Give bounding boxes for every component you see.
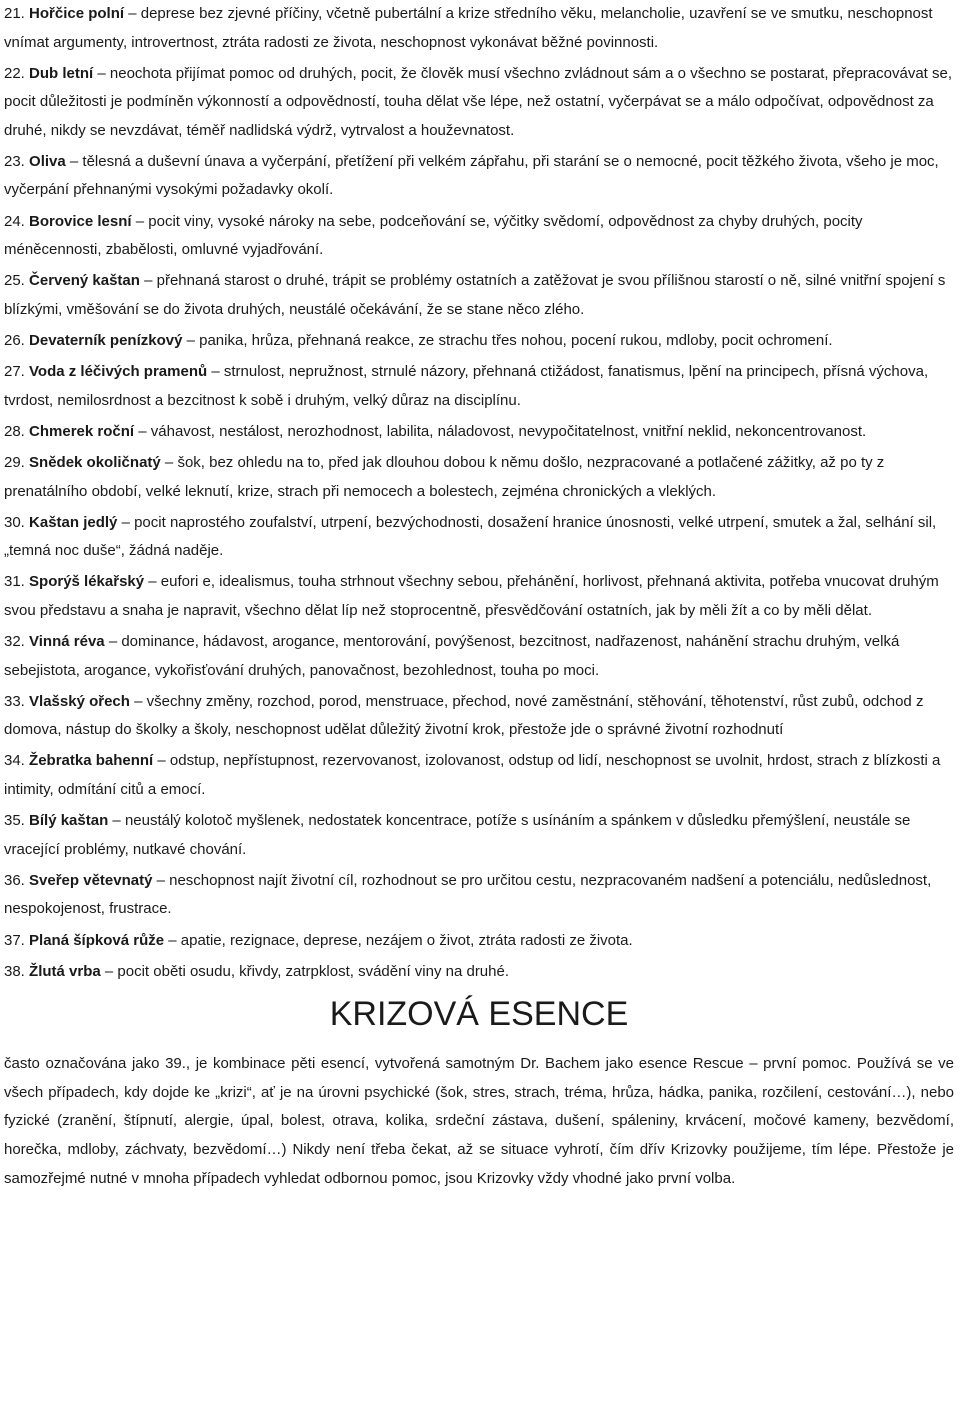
remedy-description: pocit naprostého zoufalství, utrpení, bezvýchodnosti, dosažení hranice únosnosti, velké utrpení, smutek a žal, selhání sil, „temná noc duše“, žádná naděje. — [4, 513, 937, 560]
remedy-number: 36. — [4, 871, 25, 889]
section-title: KRIZOVÁ ESENCE — [329, 995, 629, 1034]
remedy-number: 31. — [4, 573, 25, 591]
remedy-description: šok, bez ohledu na to, před jak dlouhou dobou k němu došlo, nezpracované a potlačené zážitky, až po ty z prenatálního období, velké leknutí, krize, strach při nemocech a bolestech, zejména chronických a vleklých. — [4, 454, 885, 500]
remedy-entry — [4, 418, 954, 447]
remedy-number: 38. — [4, 962, 25, 980]
remedy-name: Hořčice polní — [29, 5, 125, 22]
remedy-number: 29. — [4, 454, 25, 471]
remedy-number: 23. — [4, 152, 25, 170]
remedy-description: dominance, hádavost, arogance, mentorování, povýšenost, bezcitnost, nadřazenost, nahánění strachu druhým, velká sebejistota, arogance, vykořisťování druhých, panovačnost, bezohlednost, touha po moci. — [4, 633, 900, 679]
remedy-separator: – — [168, 931, 177, 949]
remedy-entry — [4, 688, 954, 745]
remedy-entry — [4, 628, 954, 685]
remedy-separator: – — [104, 962, 114, 980]
remedy-name: Snědek okoličnatý — [29, 454, 161, 471]
remedy-number: 37. — [4, 931, 25, 949]
remedy-description: neochota přijímat pomoc od druhých, pocit, že člověk musí všechno zvládnout sám a o všechno se postarat, přepracovávat se, pocit důležitosti je podmíněn výkonností a odpovědností, touha dělat vše lépe, než ostatní, vyčerpávat se a málo odpočívat, odpovědnost za druhé, nikdy se nevzdávat, téměř nadlidská výdrž, vytrvalost a houževnatost. — [4, 64, 952, 139]
remedy-description: eufori e, idealismus, touha strhnout všechny sebou, přehánění, horlivost, přehnaná aktivita, potřeba vnucovat druhým svou představu a snaha je napravit, všechno dělat líp než stoprocentně, přesvědčování ostatních, jak by měli žít a co by měli dělat. — [4, 573, 939, 619]
remedy-name: Dub letní — [29, 64, 94, 82]
remedy-entry — [4, 958, 954, 987]
remedy-name: Sporýš lékařský — [29, 573, 145, 591]
remedy-number: 30. — [4, 513, 25, 531]
remedy-separator: – — [128, 5, 137, 22]
remedy-name: Vinná réva — [29, 633, 105, 651]
remedy-name: Voda z léčivých pramenů — [29, 363, 208, 381]
remedy-list — [4, 0, 954, 986]
remedy-separator: – — [156, 871, 165, 889]
remedy-entry — [4, 0, 954, 57]
remedy-description: přehnaná starost o druhé, trápit se problémy ostatních a zatěžovat je svou přílišnou starostí o ně, silné vnitřní spojení s blízkými, vměšování se do života druhých, neustálé očekávání, že se stane něco zlého. — [4, 272, 946, 318]
remedy-description: váhavost, nestálost, nerozhodnost, labilita, náladovost, nevypočitatelnost, vnitřní neklid, nekoncentrovanost. — [150, 422, 867, 440]
remedy-number: 27. — [4, 363, 25, 381]
remedy-separator: – — [112, 812, 121, 830]
remedy-entry — [4, 568, 954, 625]
remedy-description: tělesná a duševní únava a vyčerpání, přetížení při velkém zápřahu, při starání se o nemocné, pocit těžkého života, všeho je moc, vyčerpání přehnanými vysokými požadavky okolí. — [4, 152, 939, 199]
remedy-separator: – — [148, 573, 157, 591]
remedy-name: Borovice lesní — [29, 212, 132, 230]
remedy-number: 28. — [4, 422, 25, 440]
remedy-entry — [4, 327, 954, 356]
remedy-entry — [4, 358, 954, 415]
remedy-description: deprese bez zjevné příčiny, včetně pubertální a krize středního věku, melancholie, uzavření se ve smutku, neschopnost vnímat argumenty, introvertnost, ztráta radosti ze života, neschopnost vykonávat běžné povinnosti. — [4, 5, 933, 51]
remedy-entry — [4, 60, 954, 146]
remedy-separator: – — [108, 633, 118, 651]
remedy-entry — [4, 148, 954, 205]
remedy-description: pocit oběti osudu, křivdy, zatrpklost, svádění viny na druhé. — [117, 962, 510, 980]
remedy-description: neschopnost najít životní cíl, rozhodnout se pro určitou cestu, nezpracovaném nadšení a potenciálu, nedůslednost, nespokojenost, frustrace. — [4, 871, 932, 918]
remedy-name: Planá šípková růže — [29, 931, 165, 949]
remedy-entry — [4, 449, 954, 506]
remedy-name: Žlutá vrba — [29, 962, 101, 980]
remedy-number: 33. — [4, 692, 25, 710]
remedy-entry — [4, 509, 954, 566]
remedy-entry — [4, 267, 954, 324]
remedy-description: pocit viny, vysoké nároky na sebe, podceňování se, výčitky svědomí, odpovědnost za chyby druhých, pocity méněcennosti, zbabělosti, omluvné vyjadřování. — [4, 212, 863, 259]
remedy-separator: – — [135, 212, 145, 230]
remedy-separator: – — [211, 363, 220, 381]
remedy-name: Žebratka bahenní — [29, 752, 154, 770]
remedy-name: Oliva — [29, 152, 66, 170]
remedy-description: všechny změny, rozchod, porod, menstruace, přechod, nové zaměstnání, stěhování, těhotenství, růst zubů, odchod z domova, nástup do školky a školy, neschopnost udělat důležitý životní krok, přestože jde o správné životní rozhodnutí — [4, 692, 924, 739]
remedy-separator: – — [186, 331, 195, 349]
remedy-separator: – — [121, 513, 130, 531]
remedy-separator: – — [164, 454, 174, 471]
remedy-separator: – — [144, 272, 153, 290]
remedy-number: 26. — [4, 331, 25, 349]
section-body: často označována jako 39., je kombinace pěti esencí, vytvořená samotným Dr. Bachem jako esence Rescue – první pomoc. Používá se ve všech případech, kdy dojde ke „krizi“, ať je na úrovni psychické (šok, stres, strach, tréma, hrůza, hádka, panika, rozčilení, cestování…), nebo fyzické (zranění, štípnutí, alergie, úpal, bolest, otrava, kolika, srdeční zástava, dušení, spáleniny, krvácení, močové kameny, bezvědomí, horečka, mdloby, záchvaty, bezvědomí…) Nikdy není třeba čekat, až se situace vyhrotí, čím dřív Krizovky použijeme, tím lépe. Přestože je samozřejmé nutné v mnoha případech vyhledat odbornou pomoc, jsou Krizovky vždy vhodné jako první volba. — [4, 1055, 954, 1187]
remedy-separator: – — [69, 152, 79, 170]
remedy-name: Červený kaštan — [29, 272, 140, 290]
remedy-number: 25. — [4, 272, 25, 290]
remedy-name: Vlašský ořech — [29, 692, 130, 710]
remedy-entry — [4, 927, 954, 956]
remedy-number: 24. — [4, 212, 25, 230]
remedy-number: 34. — [4, 752, 25, 770]
remedy-description: panika, hrůza, přehnaná reakce, ze strachu třes nohou, pocení rukou, mdloby, pocit ochromení. — [199, 331, 833, 349]
remedy-entry — [4, 208, 954, 265]
remedy-entry — [4, 807, 954, 864]
remedy-description: neustálý kolotoč myšlenek, nedostatek koncentrace, potíže s usínáním a spánkem v důsledku přemýšlení, neustále se vracející problémy, nutkavé chování. — [4, 812, 911, 858]
remedy-number: 32. — [4, 633, 25, 651]
remedy-description: apatie, rezignace, deprese, nezájem o život, ztráta radosti ze života. — [180, 931, 633, 949]
remedy-separator: – — [157, 752, 166, 770]
remedy-entry — [4, 747, 954, 804]
remedy-description: strnulost, nepružnost, strnulé názory, přehnaná ctižádost, fanatismus, lpění na principech, přísná výchova, tvrdost, nemilosrdnost a bezcitnost k sobě i druhým, velký důraz na disciplínu. — [4, 363, 929, 409]
remedy-name: Chmerek roční — [29, 422, 135, 440]
remedy-description: odstup, nepřístupnost, rezervovanost, izolovanost, odstup od lidí, neschopnost se uvolnit, hrdost, strach z blízkosti a intimity, odmítání citů a emocí. — [4, 752, 941, 798]
remedy-number: 21. — [4, 5, 25, 22]
remedy-separator: – — [138, 422, 147, 440]
remedy-name: Devaterník penízkový — [29, 331, 183, 349]
remedy-separator: – — [134, 692, 143, 710]
remedy-number: 35. — [4, 812, 25, 830]
remedy-entry — [4, 867, 954, 924]
remedy-separator: – — [97, 64, 106, 82]
remedy-number: 22. — [4, 64, 25, 82]
remedy-name: Bílý kaštan — [29, 812, 109, 830]
remedy-name: Sveřep větevnatý — [29, 871, 153, 889]
remedy-name: Kaštan jedlý — [29, 513, 118, 531]
